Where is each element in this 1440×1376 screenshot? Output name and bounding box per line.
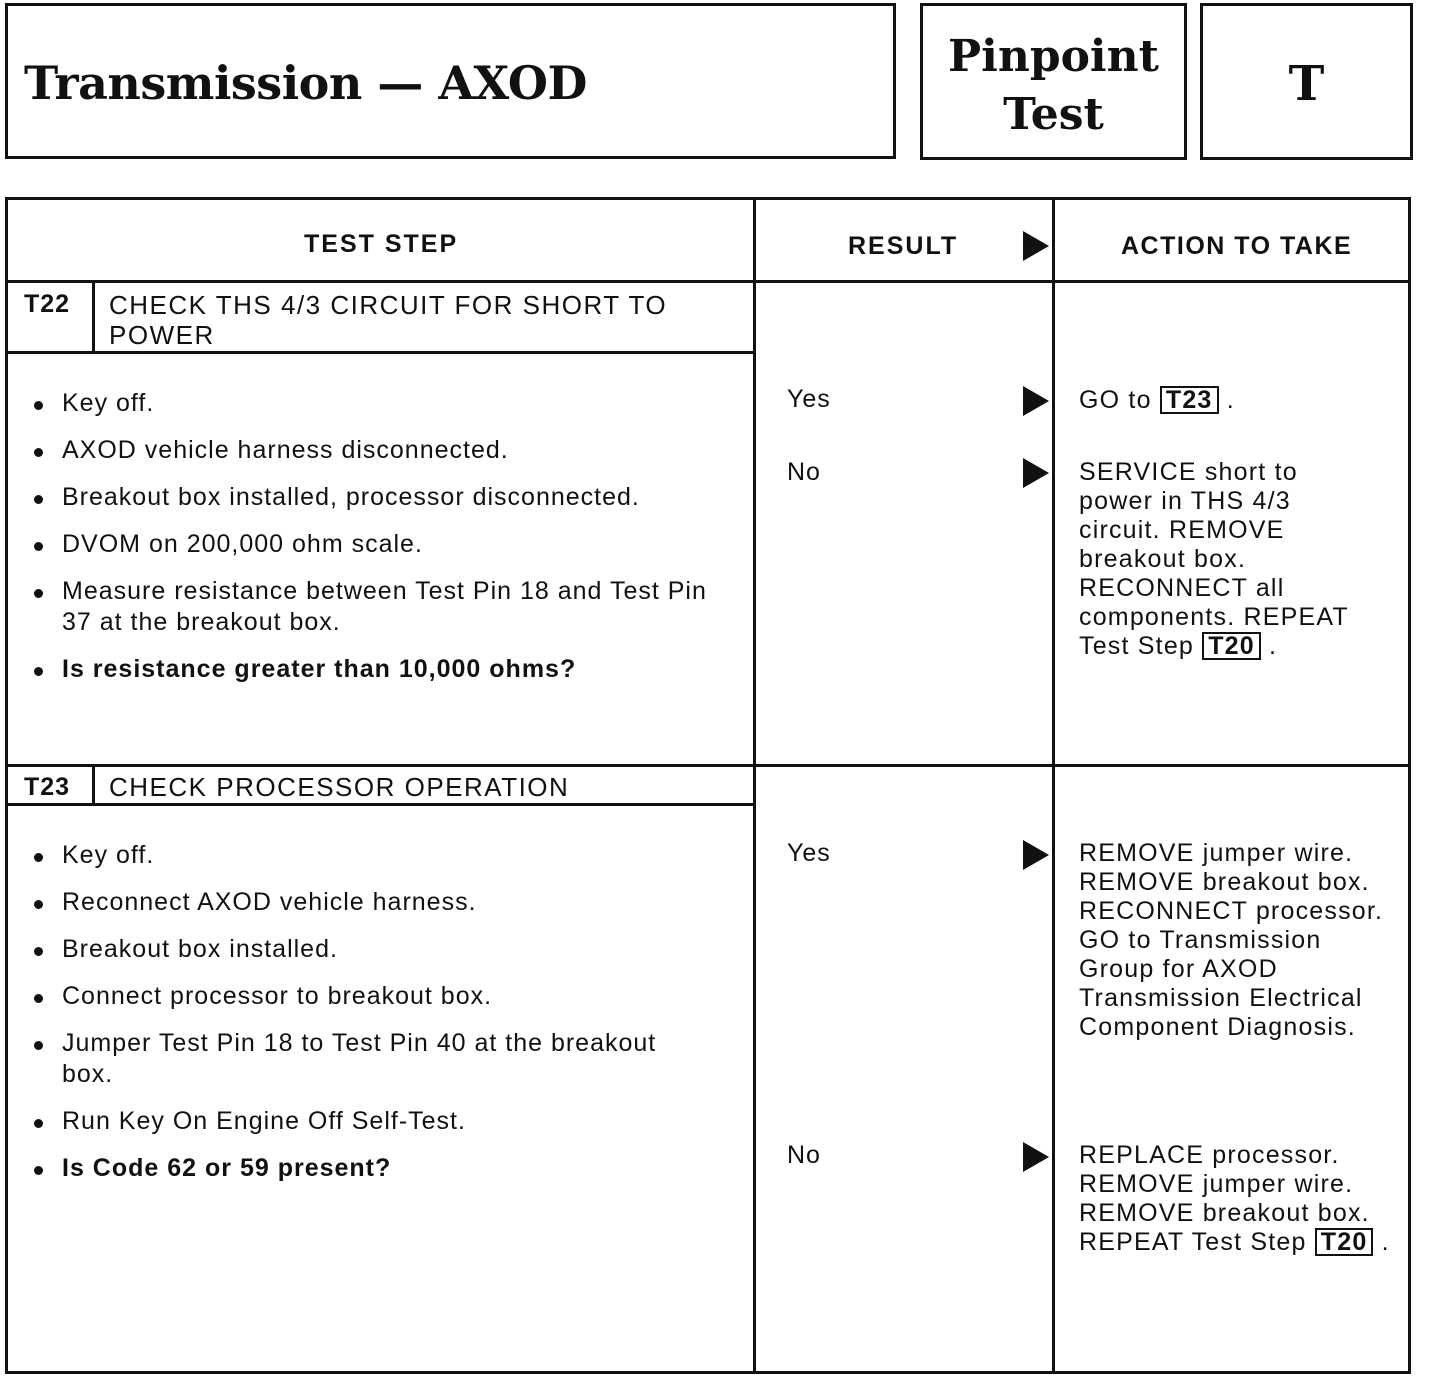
step-procedure-list: [26, 840, 666, 1200]
action-yes: [1079, 386, 1399, 415]
section-letter-box: [1200, 3, 1413, 160]
action-yes: REMOVE jumper wire. REMOVE breakout box. RECONNECT processor. GO to Transmission Group for AXOD Transmission Electrical Component Diagnosis.: [1079, 839, 1384, 1041]
pinpoint-table: [5, 197, 1411, 1374]
list-item: Key off.: [26, 388, 736, 419]
list-item: Jumper Test Pin 18 to Test Pin 40 at the breakout box.: [26, 1028, 666, 1090]
result-yes: Yes: [787, 839, 831, 867]
action-no: [1079, 458, 1379, 661]
action-text-end: .: [1226, 386, 1235, 414]
action-text-end: .: [1381, 1228, 1390, 1256]
list-item: Reconnect AXOD vehicle harness.: [26, 887, 666, 918]
result-no: No: [787, 1141, 821, 1169]
step-procedure-list: [26, 388, 736, 701]
arrow-right-icon: [1023, 231, 1049, 261]
list-item: Key off.: [26, 840, 666, 871]
list-item: Breakout box installed, processor disconnected.: [26, 482, 736, 513]
pinpoint-test-box: [920, 3, 1187, 160]
step-title: CHECK THS 4/3 CIRCUIT FOR SHORT TO POWER: [109, 290, 668, 350]
pinpoint-line-2: Test: [1003, 89, 1104, 140]
col-header-test-step: TEST STEP: [304, 230, 459, 258]
action-text: GO to: [1079, 386, 1152, 414]
arrow-right-icon: [1023, 1142, 1049, 1172]
pinpoint-test-label: [923, 28, 1184, 144]
pinpoint-line-1: Pinpoint: [948, 31, 1159, 82]
step-id-divider: [92, 283, 95, 353]
step-reference[interactable]: T20: [1315, 1228, 1374, 1256]
divider-result-action: [1052, 200, 1055, 1371]
list-item: DVOM on 200,000 ohm scale.: [26, 529, 736, 560]
arrow-right-icon: [1023, 458, 1049, 488]
result-yes: Yes: [787, 385, 831, 413]
step-reference[interactable]: T20: [1202, 632, 1261, 660]
arrow-right-icon: [1023, 840, 1049, 870]
step-id-divider: [92, 767, 95, 805]
arrow-right-icon: [1023, 386, 1049, 416]
list-item: Measure resistance between Test Pin 18 and Test Pin 37 at the breakout box.: [26, 576, 736, 638]
step-question: Is resistance greater than 10,000 ohms?: [26, 654, 736, 685]
action-text-end: .: [1269, 632, 1278, 660]
list-item: Run Key On Engine Off Self-Test.: [26, 1106, 666, 1137]
step-title-underline: [8, 803, 754, 806]
page-title: Transmission — AXOD: [24, 56, 587, 110]
action-text: REPLACE processor. REMOVE jumper wire. REMOVE breakout box. REPEAT Test Step: [1079, 1141, 1370, 1256]
step-id: T22: [24, 290, 71, 318]
step-divider: [8, 764, 1408, 767]
list-item: Connect processor to breakout box.: [26, 981, 666, 1012]
action-text: SERVICE short to power in THS 4/3 circuit. REMOVE breakout box. RECONNECT all components. REPEAT Test Step: [1079, 458, 1349, 660]
step-id: T23: [24, 773, 71, 801]
title-box: [5, 3, 896, 159]
result-no: No: [787, 458, 821, 486]
step-question: Is Code 62 or 59 present?: [26, 1153, 666, 1184]
list-item: Breakout box installed.: [26, 934, 666, 965]
header-row-divider: [8, 280, 1408, 283]
col-header-action: ACTION TO TAKE: [1121, 232, 1353, 260]
section-letter: T: [1288, 56, 1325, 112]
step-title-underline: [8, 351, 754, 354]
list-item: AXOD vehicle harness disconnected.: [26, 435, 736, 466]
divider-teststep-result: [753, 200, 756, 1371]
step-title: CHECK PROCESSOR OPERATION: [109, 772, 570, 802]
col-header-result: RESULT: [848, 232, 959, 260]
action-no: [1079, 1141, 1394, 1257]
step-reference[interactable]: T23: [1160, 386, 1219, 414]
